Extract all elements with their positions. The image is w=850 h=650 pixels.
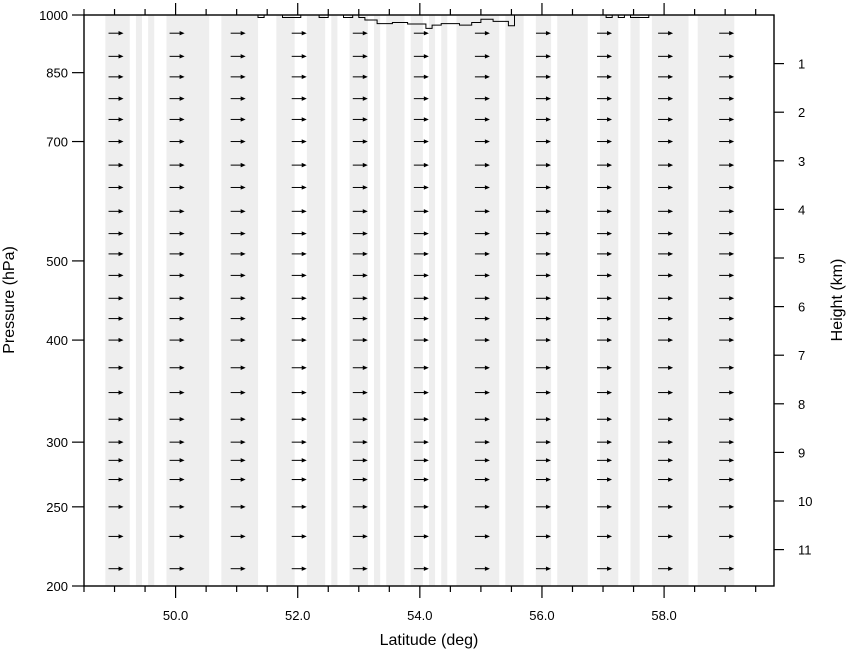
shaded-band: [456, 15, 499, 586]
height-tick-label: 10: [798, 494, 813, 510]
shaded-band: [276, 15, 294, 586]
shaded-band: [221, 15, 258, 586]
shaded-band: [557, 15, 588, 586]
shaded-band: [331, 15, 337, 586]
pressure-tick-label: 400: [46, 333, 68, 349]
shaded-band: [441, 15, 447, 586]
shaded-band: [148, 15, 154, 586]
shaded-band: [105, 15, 129, 586]
pressure-tick-label: 250: [46, 499, 68, 515]
height-tick-label: 4: [798, 202, 806, 218]
pressure-tick-label: 700: [46, 134, 68, 150]
shaded-band: [600, 15, 618, 586]
height-tick-label: 1: [798, 56, 806, 72]
height-tick-label: 3: [798, 153, 806, 169]
shaded-band: [536, 15, 551, 586]
shaded-band: [386, 15, 404, 586]
height-tick-label: 8: [798, 396, 806, 412]
shaded-band: [166, 15, 209, 586]
y-axis-title-right: Height (km): [829, 258, 846, 342]
x-tick-label: 58.0: [651, 608, 677, 623]
x-tick-label: 54.0: [407, 608, 433, 623]
shaded-band: [136, 15, 142, 586]
pressure-tick-label: 300: [46, 435, 68, 451]
shaded-band: [411, 15, 423, 586]
height-tick-label: 2: [798, 105, 806, 121]
pressure-axis-ticks: [39, 8, 84, 594]
pressure-tick-label: 1000: [39, 8, 68, 23]
height-tick-label: 5: [798, 251, 806, 267]
x-axis-title: Latitude (deg): [379, 632, 479, 649]
height-tick-label: 6: [798, 299, 806, 315]
shaded-band: [429, 15, 435, 586]
shaded-band: [350, 15, 368, 586]
height-tick-label: 7: [798, 348, 806, 364]
pressure-tick-label: 200: [46, 579, 68, 594]
shaded-band: [631, 15, 640, 586]
shaded-band: [505, 15, 523, 586]
height-tick-label: 11: [798, 542, 812, 558]
shaded-band: [374, 15, 380, 586]
shaded-band: [307, 15, 325, 586]
x-tick-label: 50.0: [162, 608, 189, 623]
shaded-bands: [105, 15, 734, 586]
x-tick-label: 56.0: [529, 608, 555, 623]
x-tick-label: 52.0: [285, 608, 311, 623]
shaded-band: [652, 15, 689, 586]
pressure-tick-label: 500: [46, 253, 68, 269]
shaded-band: [698, 15, 735, 586]
height-axis-ticks: [774, 57, 812, 558]
y-axis-title-left: Pressure (hPa): [1, 246, 18, 354]
pressure-tick-label: 850: [46, 65, 68, 81]
height-tick-label: 9: [798, 445, 806, 461]
